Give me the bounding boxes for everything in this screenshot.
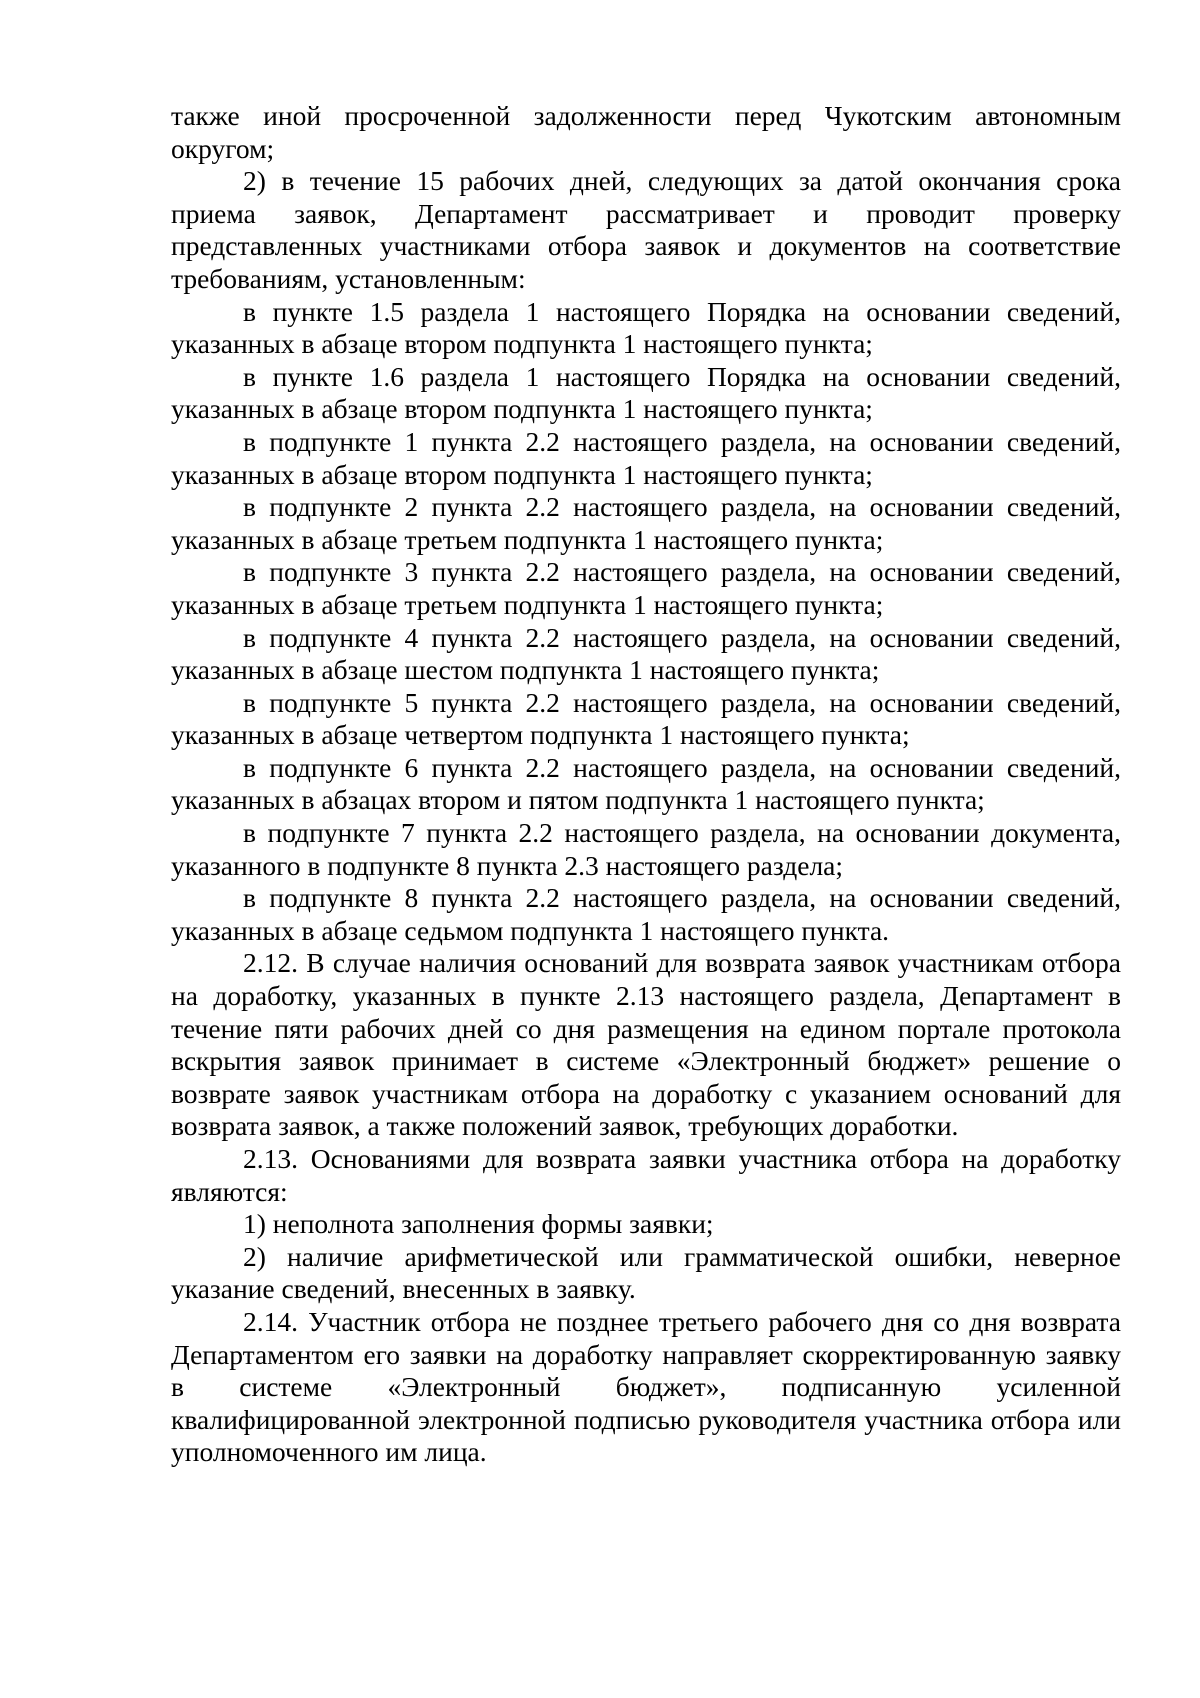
paragraph-2-14: 2.14. Участник отбора не позднее третьего рабочего дня со дня возврата Департаментом его заявки на доработку направляет скорректированную заявку в системе «Электронный бюджет», подписанную усиленной квалифицированной электронной подписью руководителя участника отбора или уполномоченного им лица. (171, 1305, 1121, 1468)
paragraph-item-2: 2) в течение 15 рабочих дней, следующих за датой окончания срока приема заявок, Департамент рассматривает и проводит проверку представленных участниками отбора заявок и документов на соответствие требованиям, установленным: (171, 165, 1121, 294)
paragraph-subclause-8: в подпункте 8 пункта 2.2 настоящего раздела, на основании сведений, указанных в абзаце седьмом подпункта 1 настоящего пункта. (171, 882, 1121, 946)
paragraph-subclause-6: в подпункте 6 пункта 2.2 настоящего раздела, на основании сведений, указанных в абзацах втором и пятом подпункта 1 настоящего пункта; (171, 751, 1121, 816)
paragraph-subclause-3: в подпункте 3 пункта 2.2 настоящего раздела, на основании сведений, указанных в абзаце третьем подпункта 1 настоящего пункта; (171, 556, 1121, 620)
paragraph-subclause-1: в подпункте 1 пункта 2.2 настоящего раздела, на основании сведений, указанных в абзаце втором подпункта 1 настоящего пункта; (171, 425, 1121, 490)
paragraph-2-12: 2.12. В случае наличия оснований для возврата заявок участникам отбора на доработку, указанных в пункте 2.13 настоящего раздела, Департамент в течение пяти рабочих дней со дня размещения на едином портале протокола вскрытия заявок принимает в системе «Электронный бюджет» решение о возврате заявок участникам отбора на доработку с указанием оснований для возврата заявок, а также положений заявок, требующих доработки. (171, 947, 1121, 1142)
paragraph-subclause-2: в подпункте 2 пункта 2.2 настоящего раздела, на основании сведений, указанных в абзаце третьем подпункта 1 настоящего пункта; (171, 491, 1121, 555)
paragraph-subclause-5: в подпункте 5 пункта 2.2 настоящего раздела, на основании сведений, указанных в абзаце четвертом подпункта 1 настоящего пункта; (171, 686, 1121, 751)
paragraph-2-13: 2.13. Основаниями для возврата заявки участника отбора на доработку являются: (171, 1143, 1121, 1207)
paragraph-2-13-item-1: 1) неполнота заполнения формы заявки; (243, 1208, 714, 1240)
paragraph-2-13-item-2: 2) наличие арифметической или грамматической ошибки, неверное указание сведений, внесенных в заявку. (171, 1240, 1121, 1305)
document-body (171, 100, 1121, 1469)
paragraph-subclause-4: в подпункте 4 пункта 2.2 настоящего раздела, на основании сведений, указанных в абзаце шестом подпункта 1 настоящего пункта; (171, 621, 1121, 686)
paragraph-subclause-7: в подпункте 7 пункта 2.2 настоящего раздела, на основании документа, указанного в подпункте 8 пункта 2.3 настоящего раздела; (171, 817, 1121, 881)
paragraph-clause-1-6: в пункте 1.6 раздела 1 настоящего Порядка на основании сведений, указанных в абзаце втором подпункта 1 настоящего пункта; (171, 360, 1121, 425)
paragraph-continuation: также иной просроченной задолженности перед Чукотским автономным округом; (171, 100, 1121, 164)
paragraph-clause-1-5: в пункте 1.5 раздела 1 настоящего Порядка на основании сведений, указанных в абзаце втором подпункта 1 настоящего пункта; (171, 295, 1121, 360)
